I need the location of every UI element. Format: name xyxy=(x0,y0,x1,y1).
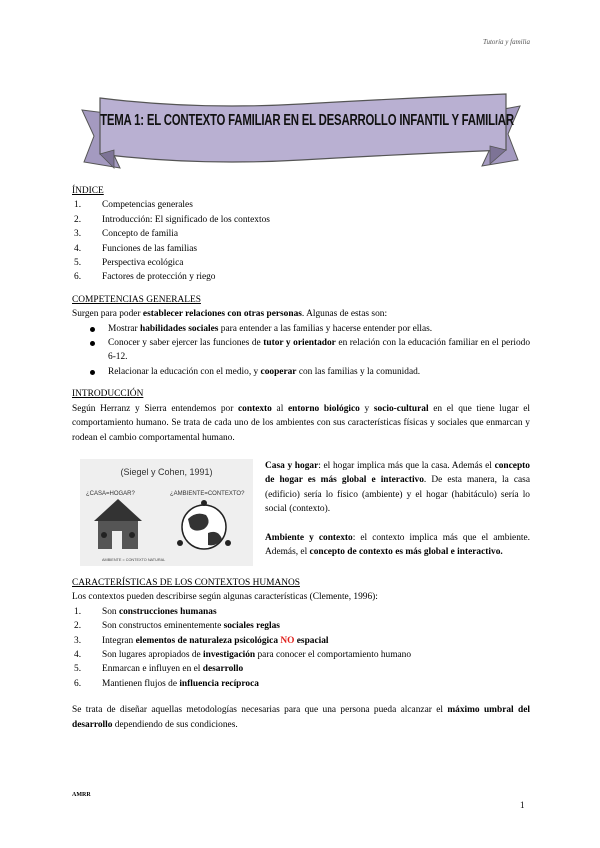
list-item-text: Funciones de las familias xyxy=(102,243,198,254)
figure-left-label: ¿CASA=HOGAR? xyxy=(86,490,135,497)
list-item: 5. Enmarcan e influyen en el desarrollo xyxy=(74,664,244,675)
figure-caption: AMBIENTE = CONTEXTO NATURAL xyxy=(102,557,166,562)
list-item: Relacionar la educación con el medio, y cooperar con las familias y la comunidad. xyxy=(90,365,530,379)
figure-right-label: ¿AMBIENTE=CONTEXTO? xyxy=(170,490,245,497)
conclusion-paragraph: Se trata de diseñar aquellas metodologías necesarias para que una persona pueda alcanzar el máximo umbral del desarrollo dependiendo de sus condiciones. xyxy=(72,705,530,730)
list-item-text: Perspectiva ecológica xyxy=(102,258,184,269)
list-item-text: Factores de protección y riego xyxy=(102,272,216,283)
list-item xyxy=(74,213,530,227)
list-number: 2. xyxy=(74,214,82,225)
ribbon-graphic xyxy=(76,80,526,190)
competencias-intro: Surgen para poder establecer relaciones con otras personas. Algunas de estas son: xyxy=(72,309,388,320)
page-title: TEMA 1: EL CONTEXTO FAMILIAR EN EL DESARROLLO INFANTIL Y FAMILIAR xyxy=(100,113,514,130)
ambiente-contexto-paragraph: Ambiente y contexto: el contexto implica más que el ambiente. Además, el concepto de contexto es más global e interactivo. xyxy=(265,532,531,557)
bullet-icon xyxy=(90,341,95,346)
bullet-icon xyxy=(90,327,95,332)
list-item xyxy=(74,256,530,270)
figure-row xyxy=(72,459,530,566)
document-body xyxy=(72,184,530,732)
competencias-list xyxy=(72,322,530,380)
list-item: 3. Integran elementos de naturaleza psicológica NO espacial xyxy=(74,635,329,646)
list-item xyxy=(74,270,530,284)
list-item xyxy=(74,227,530,241)
list-item xyxy=(74,198,530,212)
introduccion-paragraph: Según Herranz y Sierra entendemos por contexto al entorno biológico y socio-cultural en el que tiene lugar el comportamiento humano. Se trata de cada uno de los ambientes con sus características físicas y sociales que enmarcan y rodean el cambio comportamental humano. xyxy=(72,403,530,443)
indice-list xyxy=(72,198,530,284)
list-item: 1. Son construcciones humanas xyxy=(74,606,217,617)
figure-side-text xyxy=(265,459,530,566)
list-item: 2. Son constructos eminentemente sociales reglas xyxy=(74,621,280,632)
list-item xyxy=(74,242,530,256)
casa-hogar-paragraph: Casa y hogar: el hogar implica más que la casa. Además el concepto de hogar es más global e interactivo. De esta manera, la casa (edificio) sería lo físico (ambiente) y el hogar (habitáculo) sería lo social (contexto). xyxy=(265,460,530,515)
introduccion-heading: INTRODUCCIÓN xyxy=(72,389,144,400)
list-number: 4. xyxy=(74,243,82,254)
figure-title: (Siegel y Cohen, 1991) xyxy=(120,466,213,477)
list-item-text: Introducción: El significado de los contextos xyxy=(102,214,270,225)
running-header: Tutoría y familia xyxy=(482,38,530,46)
list-number: 1. xyxy=(74,200,82,211)
list-item: Mostrar habilidades sociales para entender a las familias y hacerse entender por ellas. xyxy=(90,322,530,336)
page-number: 1 xyxy=(520,800,525,810)
caracteristicas-intro: Los contextos pueden describirse según algunas características (Clemente, 1996): xyxy=(72,592,378,603)
competencias-heading: COMPETENCIAS GENERALES xyxy=(72,294,201,305)
list-number: 6. xyxy=(74,272,82,283)
bullet-icon xyxy=(90,370,95,375)
caracteristicas-list xyxy=(72,605,530,691)
footer-initials: AMRR xyxy=(72,792,91,798)
house-globe-illustration xyxy=(80,459,253,566)
caracteristicas-heading: CARACTERÍSTICAS DE LOS CONTEXTOS HUMANOS xyxy=(72,577,300,588)
list-item: 4. Son lugares apropiados de investigación para conocer el comportamiento humano xyxy=(74,649,412,660)
indice-heading: ÍNDICE xyxy=(72,186,104,196)
list-item: 6. Mantienen flujos de influencia recíproca xyxy=(74,678,259,689)
list-number: 5. xyxy=(74,258,82,269)
list-number: 3. xyxy=(74,229,82,240)
figure-image xyxy=(80,459,253,566)
list-item-text: Competencias generales xyxy=(102,200,193,211)
list-item-text: Concepto de familia xyxy=(102,229,179,240)
list-item: Conocer y saber ejercer las funciones de tutor y orientador en relación con la educación familiar en el periodo 6-12. xyxy=(90,336,530,365)
title-banner xyxy=(76,80,526,190)
